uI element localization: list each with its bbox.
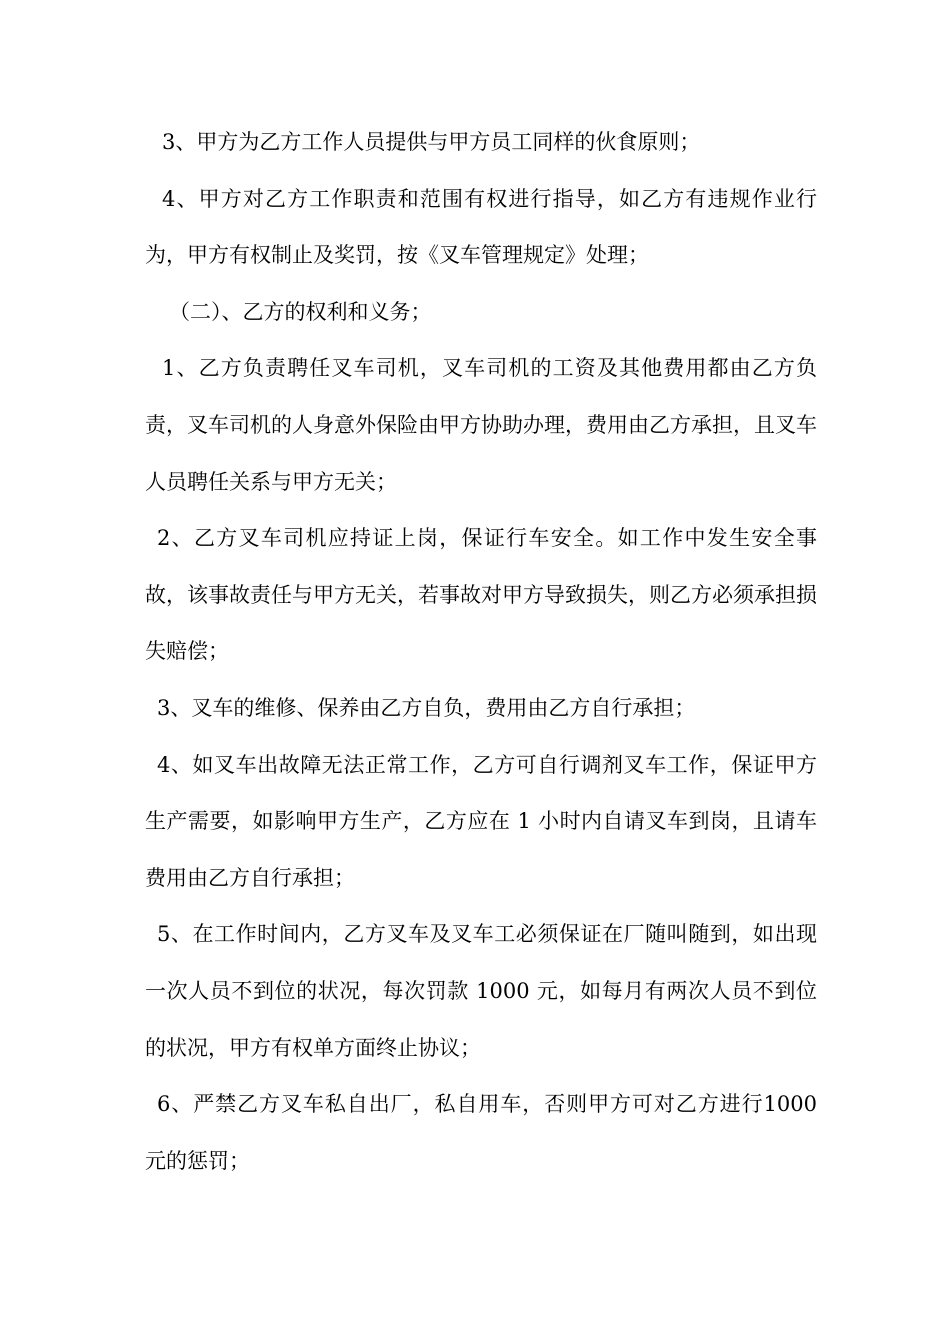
section-heading-b: （二）、乙方的权利和义务； <box>169 299 432 324</box>
paragraph-b6: 6、严禁乙方叉车私自出厂，私自用车，否则甲方可对乙方进行1000 元的惩罚； <box>145 1092 817 1173</box>
paragraph-a3: 3、甲方为乙方工作人员提供与甲方员工同样的伙食原则； <box>162 130 701 154</box>
paragraph-b1: 1、乙方负责聘任叉车司机，叉车司机的工资及其他费用都由乙方负责，叉车司机的人身意外保险由甲方协助办理，费用由乙方承担，且叉车人员聘任关系与甲方无关； <box>145 356 817 494</box>
paragraph-b2: 2、乙方叉车司机应持证上岗，保证行车安全。如工作中发生安全事故，该事故责任与甲方无关，若事故对甲方导致损失，则乙方必须承担损失赔偿； <box>145 526 817 664</box>
paragraph-b4: 4、如叉车出故障无法正常工作，乙方可自行调剂叉车工作，保证甲方生产需要，如影响甲方生产，乙方应在 1 小时内自请叉车到岗，且请车费用由乙方自行承担； <box>145 752 817 890</box>
paragraph-b5: 5、在工作时间内，乙方叉车及叉车工必须保证在厂随叫随到，如出现一次人员不到位的状况，每次罚款 1000 元，如每月有两次人员不到位的状况，甲方有权单方面终止协议； <box>145 922 817 1060</box>
paragraph-b3: 3、叉车的维修、保养由乙方自负，费用由乙方自行承担； <box>157 695 696 720</box>
paragraph-a4: 4、甲方对乙方工作职责和范围有权进行指导，如乙方有违规作业行为，甲方有权制止及奖罚，按《叉车管理规定》处理； <box>145 186 817 268</box>
document-body <box>145 114 817 1189</box>
